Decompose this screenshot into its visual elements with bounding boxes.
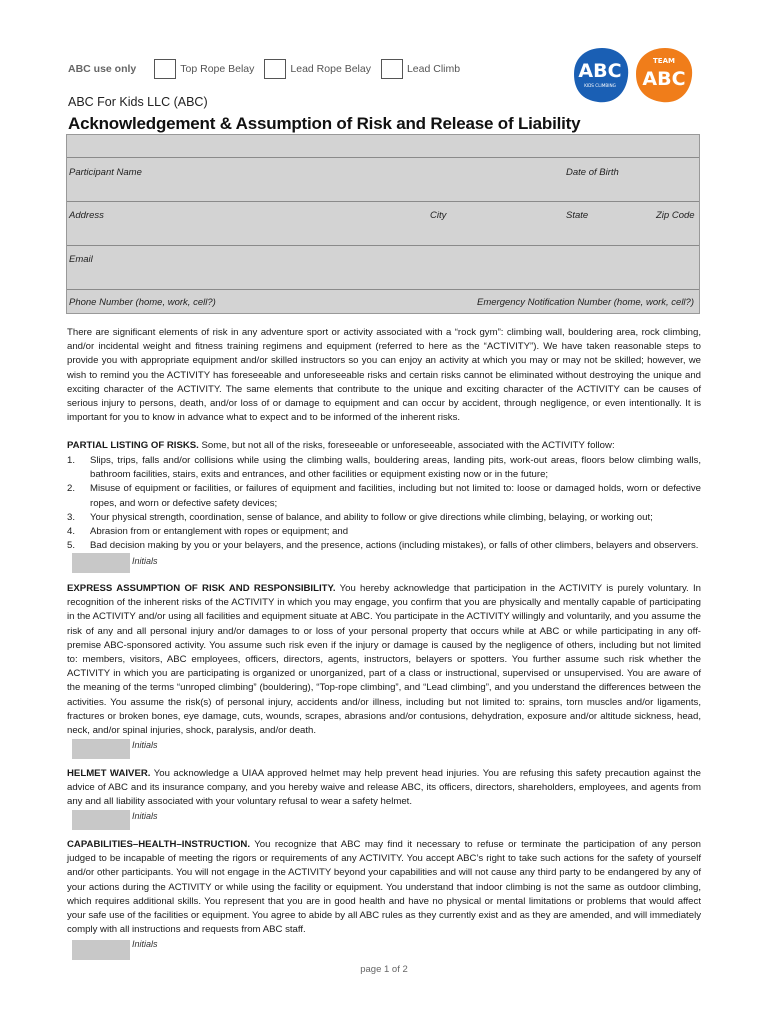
abc-use-only-label: ABC use only: [68, 63, 137, 75]
participant-name-field[interactable]: Participant Name: [69, 167, 142, 178]
state-field[interactable]: State: [566, 210, 589, 221]
helmet-waiver-heading: HELMET WAIVER.: [67, 768, 151, 779]
list-item: 1. Slips, trips, falls and/or collisions while using the climbing walls, bouldering areas, landing pits, work-out areas, floors below climbing walls, bathroom facilities, stairs, exits and entrances, and other facilities or equipment existing now or in the future;: [67, 455, 701, 481]
lead-rope-belay-checkbox[interactable]: [264, 59, 286, 79]
email-field[interactable]: Email: [69, 254, 93, 265]
city-field[interactable]: City: [430, 210, 447, 221]
initials-field-risks[interactable]: [72, 553, 130, 573]
form-divider: [67, 289, 699, 290]
participant-form: [66, 134, 700, 314]
top-rope-belay-checkbox[interactable]: [154, 59, 176, 79]
list-item: 3. Your physical strength, coordination, sense of balance, and ability to follow or give directions while climbing, belaying, or working out;: [67, 511, 653, 523]
list-item: 4. Abrasion from or entanglement with ropes or equipment; and: [67, 526, 349, 538]
phone-number-field[interactable]: Phone Number (home, work, cell?): [69, 297, 216, 308]
date-of-birth-field[interactable]: Date of Birth: [566, 167, 619, 178]
initials-label: Initials: [132, 740, 158, 750]
initials-label: Initials: [132, 556, 158, 566]
risk-list: [67, 454, 701, 553]
helmet-waiver-paragraph: HELMET WAIVER. You acknowledge a UIAA approved helmet may help prevent head injuries. You are refusing this safety precaution against the advice of ABC and its insurance company, and you hereby waive and release ABC, its officers, directors, shareholders, employees, and agents from any and all liability associated with your voluntary refusal to wear a safety helmet.: [67, 768, 701, 808]
partial-risks-intro: [67, 439, 701, 453]
team-abc-logo: [636, 48, 692, 102]
express-assumption-heading: EXPRESS ASSUMPTION OF RISK AND RESPONSIBILITY.: [67, 583, 336, 594]
svg-text:ABC: ABC: [642, 68, 686, 90]
form-divider: [67, 245, 699, 246]
svg-text:TEAM: TEAM: [653, 57, 675, 65]
svg-text:KIDS CLIMBING: KIDS CLIMBING: [584, 83, 616, 88]
top-rope-belay-label: Top Rope Belay: [180, 63, 255, 75]
document-title: Acknowledgement & Assumption of Risk and Release of Liability: [68, 114, 581, 133]
list-item: 5. Bad decision making by you or your belayers, and the presence, actions (including mistakes), or falls of other climbers, belayers and observers.: [67, 540, 699, 552]
lead-climb-checkbox[interactable]: [381, 59, 403, 79]
lead-climb-label: Lead Climb: [406, 63, 461, 75]
lead-rope-belay-label: Lead Rope Belay: [290, 63, 371, 75]
abc-logos: [568, 44, 698, 106]
form-divider: [67, 201, 699, 202]
initials-label: Initials: [132, 811, 158, 821]
page-number: page 1 of 2: [360, 964, 408, 975]
form-divider: [67, 157, 699, 158]
address-field[interactable]: Address: [69, 210, 104, 221]
list-item: 2. Misuse of equipment or facilities, or failures of equipment and facilities, including but not limited to: loose or damaged holds, worn or defective ropes, and worn or defective safety devices;: [67, 483, 701, 509]
intro-paragraph: There are significant elements of risk in any adventure sport or activity associated with a “rock gym”: climbing wall, bouldering area, rock climbing, and/or incidental weight and fitness training regimens and equipment (referred to here as the “ACTIVITY”). We have taken reasonable steps to provide you with appropriate equipment and/or skilled instructors so you can enjoy an activity at which you may or may not be skilled; however, we wish to remind you the ACTIVITY has foreseeable and unforeseeable risks and certain risks cannot be eliminated without destroying the unique and exciting character of the ACTIVITY. The same elements that contribute to the unique and exciting character of the ACTIVITY can be causes of serious injury to persons, death, and/or loss of or damage to equipment and can occur by accident, through negligence, or even intentionally. It is important for you to know in advance what to expect and to be informed of the inherent risks.: [67, 327, 701, 424]
staff-use-bar: [68, 58, 488, 80]
capabilities-paragraph: CAPABILITIES–HEALTH–INSTRUCTION. You recognize that ABC may find it necessary to refuse or terminate the participation of any person judged to be incapable of meeting the rigors or requirements of any ACTIVITY. You accept ABC’s right to take such actions for the safety of yourself and/or other participants. You will not engage in the ACTIVITY beyond your capabilities and will not cause any third party to be endangered by any of your actions during the ACTIVITY or while using the facility or equipment. You understand that indoor climbing is not the same as outdoor climbing, which requires additional skills. You represent that you are in good health and have no physical or mental limitations or problems that would affect your safe use of the facilities or equipment. You agree to abide by all ABC rules as they currently exist and as they are amended, and will immediately comply with all instructions and requests from ABC staff.: [67, 839, 701, 936]
svg-text:ABC: ABC: [578, 60, 622, 82]
initials-field-helmet[interactable]: [72, 810, 130, 830]
abc-kids-climbing-logo: [574, 48, 628, 102]
company-name: ABC For Kids LLC (ABC): [68, 95, 208, 109]
emergency-number-field[interactable]: Emergency Notification Number (home, work, cell?): [477, 297, 694, 308]
capabilities-heading: CAPABILITIES–HEALTH–INSTRUCTION.: [67, 839, 250, 850]
express-assumption-paragraph: EXPRESS ASSUMPTION OF RISK AND RESPONSIBILITY. You hereby acknowledge that participation in the ACTIVITY is purely voluntary. In recognition of the inherent risks of the ACTIVITY in which you may engage, you confirm that you are physically and mentally capable of participating in the ACTIVITY and/or using all facilities and equipment situate at ABC. You participate in the ACTIVITY willingly and voluntarily, and you assume the risk of any and all personal injury and/or damages to or loss of your personal property that occurs while at ABC or while participating in any off-premise ABC-sponsored activity. You assume such risk even if the injury or damage is caused by the negligence of others, including but not limited to: members, visitors, ABC employees, officers, directors, agents, instructors, belayers or spotters. You further assume such risk whether the ACTIVITY in which you are participating is organized or unorganized, part of a class or instructional, supervised or unsupervised. You are aware of the meaning of the terms “unroped climbing” (bouldering), “Top-rope climbing”, and “Lead climbing”, and you understand the differences between the activities. You assume the risk(s) of personal injury, accidents and/or illness, including but not limited to: sprains, torn muscles and/or ligaments, fractures or broken bones, eye damage, cuts, wounds, scrapes, abrasions and/or contusions, dehydration, exposure and/or altitude sickness, head, neck, and/or spinal injuries, shock, paralysis, and/or death.: [67, 583, 701, 737]
partial-risks-heading: PARTIAL LISTING OF RISKS.: [67, 440, 199, 451]
initials-field-express[interactable]: [72, 739, 130, 759]
zip-code-field[interactable]: Zip Code: [656, 210, 695, 221]
partial-risks-lead: Some, but not all of the risks, foreseeable or unforeseeable, associated with the ACTIVITY follow:: [198, 440, 615, 451]
initials-label: Initials: [132, 939, 158, 949]
initials-field-capabilities[interactable]: [72, 940, 130, 960]
